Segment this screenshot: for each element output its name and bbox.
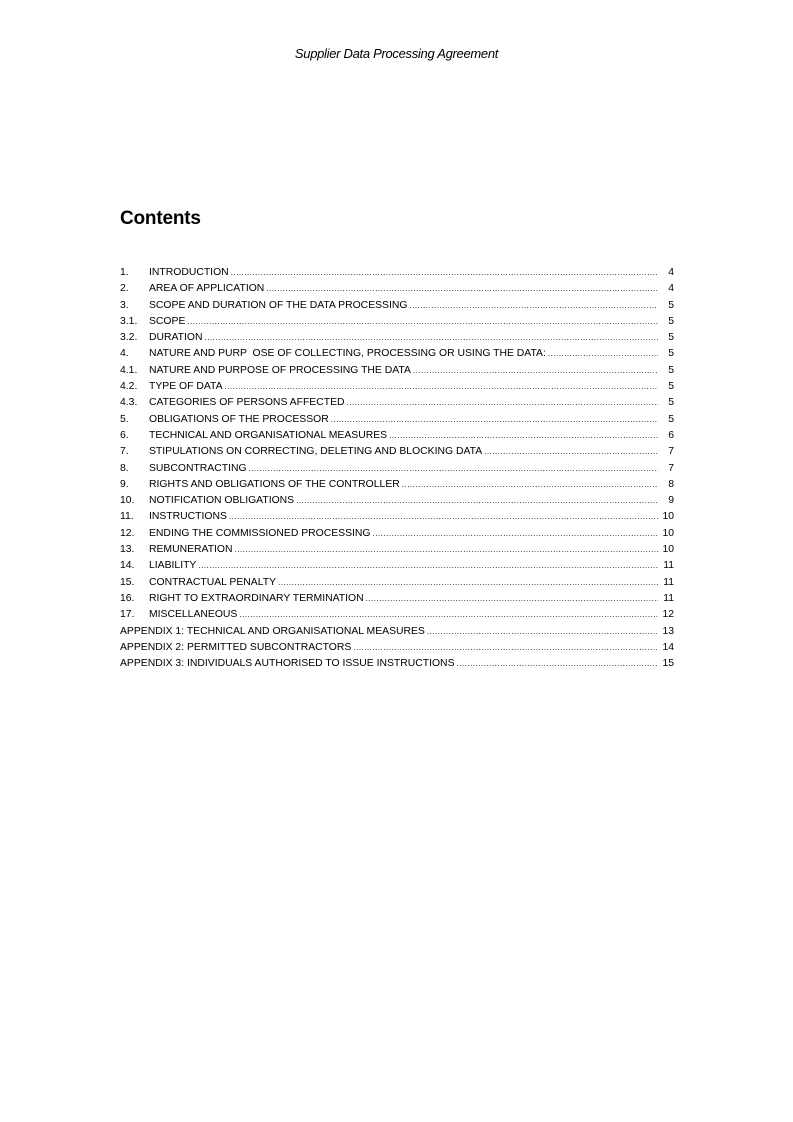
dot-leader [366,591,658,607]
toc-entry-number: 13. [120,544,135,556]
toc-entry-number: 3.2. [120,332,138,344]
toc-entry-label: TYPE OF DATA [149,381,223,393]
toc-entry-label: SUBCONTRACTING [149,462,247,474]
page-title: Contents [120,208,201,229]
toc-entry-page-number: 5 [668,348,674,360]
table-of-contents [120,265,674,672]
toc-entry-label: ENDING THE COMMISSIONED PROCESSING [149,527,371,539]
toc-entry[interactable] [120,558,674,574]
toc-entry[interactable] [120,526,674,542]
dot-leader [198,558,658,574]
toc-entry-page-number: 5 [668,364,674,376]
dot-leader [548,346,658,362]
toc-entry-number: 4. [120,348,129,360]
toc-entry-number: 12. [120,527,135,539]
toc-entry-number: 2. [120,283,129,295]
toc-entry-label: CATEGORIES OF PERSONS AFFECTED [149,397,345,409]
toc-entry[interactable] [120,346,674,362]
toc-entry-page-number: 10 [662,527,674,539]
dot-leader [413,363,658,379]
toc-entry-page-number: 6 [668,429,674,441]
toc-entry[interactable] [120,265,674,281]
toc-entry-number: 3.1. [120,315,138,327]
toc-entry[interactable] [120,314,674,330]
toc-entry[interactable] [120,281,674,297]
toc-entry-number: 9. [120,478,129,490]
dot-leader [484,444,658,460]
dot-leader [239,607,658,623]
toc-entry[interactable] [120,444,674,460]
toc-entry-number: 3. [120,299,129,311]
toc-entry-page-number: 7 [668,462,674,474]
dot-leader [389,428,658,444]
toc-entry-page-number: 10 [662,544,674,556]
toc-entry[interactable] [120,395,674,411]
toc-entry-label: REMUNERATION [149,544,233,556]
dot-leader [187,314,658,330]
toc-entry-number: 14. [120,560,135,572]
toc-entry-number: 11. [120,511,134,523]
toc-entry-page-number: 14 [662,641,674,653]
toc-entry-number: 5. [120,413,129,425]
toc-entry[interactable] [120,656,674,672]
toc-entry-label: RIGHTS AND OBLIGATIONS OF THE CONTROLLER [149,478,400,490]
toc-entry[interactable] [120,412,674,428]
dot-leader [353,640,658,656]
toc-entry-label: INSTRUCTIONS [149,511,227,523]
toc-entry-page-number: 11 [663,576,674,588]
dot-leader [229,509,658,525]
toc-entry-label: DURATION [149,332,203,344]
toc-entry-page-number: 9 [668,495,674,507]
toc-entry-number: 1. [120,267,129,278]
dot-leader [409,298,658,314]
toc-entry-page-number: 13 [662,625,674,637]
toc-entry-label: NOTIFICATION OBLIGATIONS [149,495,295,507]
toc-entry-label: NATURE AND PURPOSE OF PROCESSING THE DATA [149,364,411,376]
toc-entry-page-number: 4 [668,283,674,295]
toc-entry-label: SCOPE [149,315,186,327]
toc-entry-number: 10. [120,495,135,507]
toc-entry-page-number: 10 [662,511,674,523]
dot-leader [373,526,658,542]
toc-entry-page-number: 11 [663,560,674,572]
toc-entry-label: LIABILITY [149,560,197,572]
toc-entry-label: APPENDIX 1: TECHNICAL AND ORGANISATIONAL MEASURES [120,625,425,637]
toc-entry-page-number: 5 [668,315,674,327]
toc-entry-label: NATURE AND PURP OSE OF COLLECTING, PROCESSING OR USING THE DATA: [149,348,546,360]
dot-leader [331,412,658,428]
toc-entry-page-number: 4 [668,267,674,278]
toc-entry-label: APPENDIX 3: INDIVIDUALS AUTHORISED TO ISSUE INSTRUCTIONS [120,658,455,670]
toc-entry-number: 4.3. [120,397,138,409]
toc-entry[interactable] [120,624,674,640]
toc-entry-label: INTRODUCTION [149,267,229,278]
toc-entry-label: RIGHT TO EXTRAORDINARY TERMINATION [149,592,364,604]
toc-entry-number: 16. [120,592,135,604]
toc-entry-number: 4.2. [120,381,138,393]
toc-entry[interactable] [120,379,674,395]
toc-entry[interactable] [120,591,674,607]
toc-entry-page-number: 15 [662,658,674,670]
toc-entry-label: STIPULATIONS ON CORRECTING, DELETING AND BLOCKING DATA [149,446,483,458]
toc-entry-page-number: 12 [662,609,674,621]
toc-entry[interactable] [120,298,674,314]
toc-entry[interactable] [120,477,674,493]
dot-leader [457,656,659,672]
toc-entry-number: 7. [120,446,129,458]
toc-entry[interactable] [120,461,674,477]
toc-entry-number: 8. [120,462,129,474]
toc-entry[interactable] [120,330,674,346]
toc-entry-number: 4.1. [120,364,138,376]
toc-entry-page-number: 11 [663,592,674,604]
dot-leader [266,281,658,297]
toc-entry-page-number: 5 [668,332,674,344]
toc-entry-page-number: 5 [668,381,674,393]
toc-entry[interactable] [120,509,674,525]
toc-entry-label: CONTRACTUAL PENALTY [149,576,277,588]
toc-entry-page-number: 8 [668,478,674,490]
toc-entry[interactable] [120,640,674,656]
toc-entry-page-number: 5 [668,413,674,425]
dot-leader [296,493,658,509]
toc-entry-page-number: 7 [668,446,674,458]
toc-entry-label: APPENDIX 2: PERMITTED SUBCONTRACTORS [120,641,352,653]
dot-leader [235,542,658,558]
dot-leader [427,624,658,640]
dot-leader [249,461,658,477]
toc-entry[interactable] [120,607,674,623]
toc-entry-page-number: 5 [668,299,674,311]
toc-entry-label: OBLIGATIONS OF THE PROCESSOR [149,413,329,425]
toc-entry-label: AREA OF APPLICATION [149,283,265,295]
page-header: Supplier Data Processing Agreement [294,46,499,61]
toc-entry[interactable] [120,542,674,558]
toc-entry-label: TECHNICAL AND ORGANISATIONAL MEASURES [149,429,388,441]
toc-entry[interactable] [120,428,674,444]
toc-entry-label: SCOPE AND DURATION OF THE DATA PROCESSING [149,299,408,311]
toc-entry-number: 15. [120,576,135,588]
toc-entry-number: 17. [120,609,135,621]
dot-leader [402,477,658,493]
toc-entry[interactable] [120,575,674,591]
toc-entry-page-number: 5 [668,397,674,409]
dot-leader [205,330,659,346]
dot-leader [278,575,658,591]
toc-entry[interactable] [120,363,674,379]
toc-entry-number: 6. [120,429,129,441]
toc-entry-label: MISCELLANEOUS [149,609,238,621]
toc-entry[interactable] [120,493,674,509]
dot-leader [347,395,658,411]
dot-leader [225,379,658,395]
dot-leader [231,265,658,281]
